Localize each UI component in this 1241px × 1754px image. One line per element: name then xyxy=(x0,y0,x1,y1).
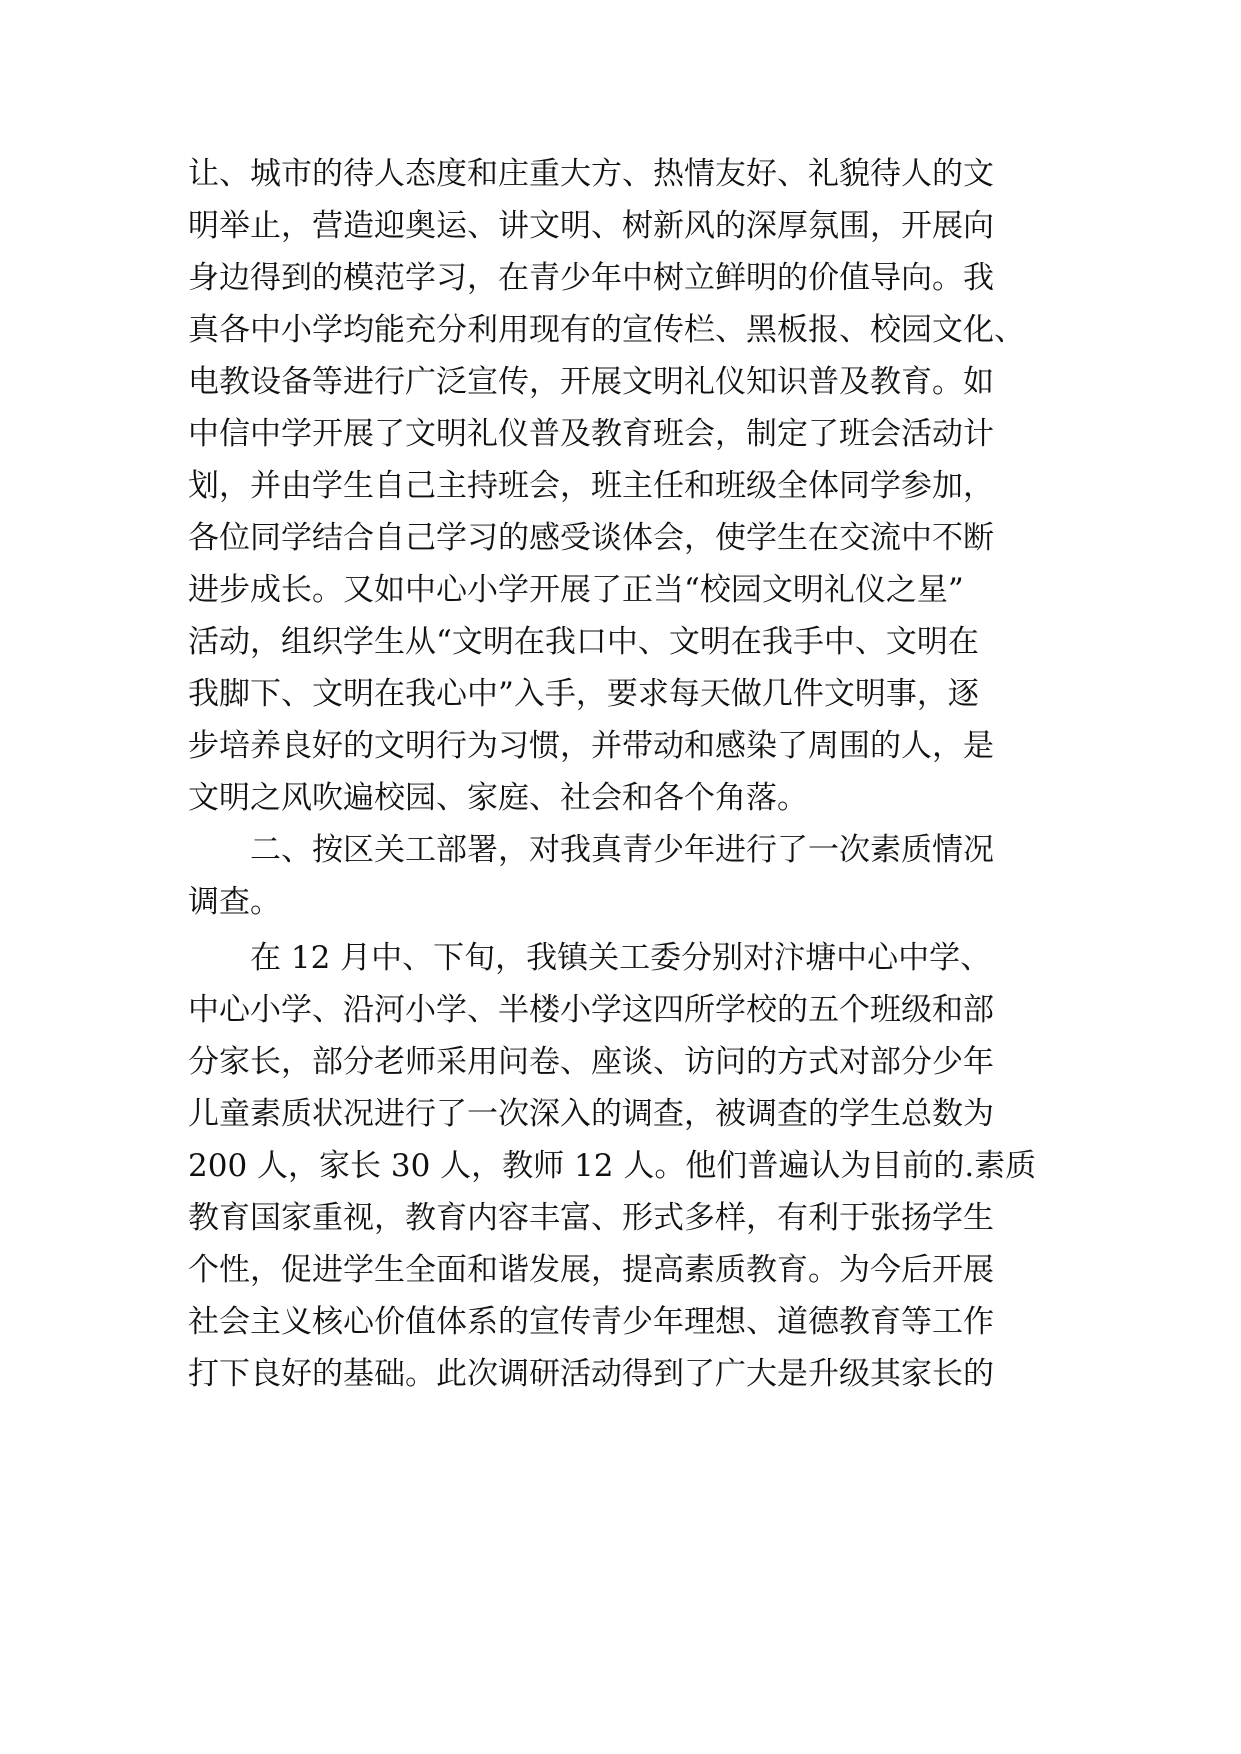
text-line-2: 明举止，营造迎奥运、讲文明、树新风的深厚氛围，开展向 xyxy=(188,208,994,244)
text-line-6: 中信中学开展了文明礼仪普及教育班会，制定了班会活动计 xyxy=(188,416,994,452)
text-line-7: 划，并由学生自己主持班会，班主任和班级全体同学参加， xyxy=(188,468,994,504)
text-line-1: 让、城市的待人态度和庄重大方、热情友好、礼貌待人的文 xyxy=(188,156,994,192)
text-line-23: 社会主义核心价值体系的宣传青少年理想、道德教育等工作 xyxy=(188,1304,994,1340)
text-line-15: 调查。 xyxy=(188,884,281,920)
text-line-18: 分家长，部分老师采用问卷、座谈、访问的方式对部分少年 xyxy=(188,1044,994,1080)
text-line-21: 教育国家重视，教育内容丰富、形式多样，有利于张扬学生 xyxy=(188,1200,994,1236)
text-line-9: 进步成长。又如中心小学开展了正当“校园文明礼仪之星” xyxy=(188,572,964,608)
text-line-16: 在 12 月中、下旬，我镇关工委分别对汴塘中心中学、 xyxy=(250,940,992,976)
text-line-3: 身边得到的模范学习，在青少年中树立鲜明的价值导向。我 xyxy=(188,260,994,296)
text-line-4: 真各中小学均能充分利用现有的宣传栏、黑板报、校园文化、 xyxy=(188,312,1025,348)
text-line-10: 活动，组织学生从“文明在我口中、文明在我手中、文明在 xyxy=(188,624,979,660)
text-line-13: 文明之风吹遍校园、家庭、社会和各个角落。 xyxy=(188,780,808,816)
text-line-20: 200 人，家长 30 人，教师 12 人。他们普遍认为目前的.素质 xyxy=(188,1148,1037,1184)
text-line-22: 个性，促进学生全面和谐发展，提高素质教育。为今后开展 xyxy=(188,1252,994,1288)
text-line-12: 步培养良好的文明行为习惯，并带动和感染了周围的人，是 xyxy=(188,728,994,764)
text-line-24: 打下良好的基础。此次调研活动得到了广大是升级其家长的 xyxy=(188,1356,994,1392)
text-line-19: 儿童素质状况进行了一次深入的调查，被调查的学生总数为 xyxy=(188,1096,994,1132)
text-line-11: 我脚下、文明在我心中”入手，要求每天做几件文明事，逐 xyxy=(188,676,979,712)
text-line-17: 中心小学、沿河小学、半楼小学这四所学校的五个班级和部 xyxy=(188,992,994,1028)
text-line-5: 电教设备等进行广泛宣传，开展文明礼仪知识普及教育。如 xyxy=(188,364,994,400)
text-line-14: 二、按区关工部署，对我真青少年进行了一次素质情况 xyxy=(250,832,994,868)
text-line-8: 各位同学结合自己学习的感受谈体会，使学生在交流中不断 xyxy=(188,520,994,556)
